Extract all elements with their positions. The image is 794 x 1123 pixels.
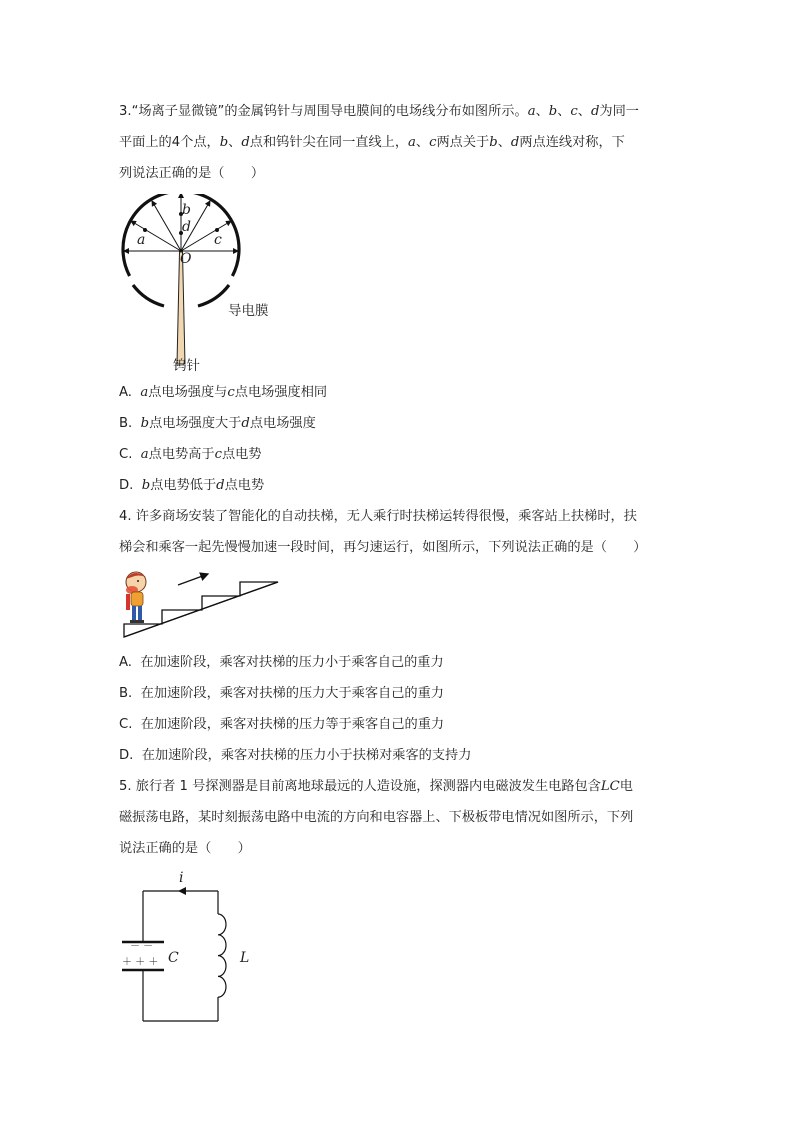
option-text: 在加速阶段，乘客对扶梯的压力小于乘客自己的重力 xyxy=(140,655,444,670)
option-text: 点电势高于 xyxy=(148,447,215,462)
label-O: O xyxy=(180,251,192,267)
option-text: 点电场强度大于 xyxy=(149,416,242,431)
q3-option-c xyxy=(119,446,262,464)
label-film: 导电膜 xyxy=(228,303,269,319)
sep: 、 xyxy=(535,104,549,119)
var-c: c xyxy=(570,104,578,119)
q3-text: 列说法正确的是（ ） xyxy=(119,166,265,181)
q5-text: 说法正确的是（ ） xyxy=(119,841,251,856)
q3-option-b xyxy=(119,415,316,433)
var-d: d xyxy=(241,135,250,150)
field-lines-diagram xyxy=(116,194,296,374)
q3-line-3 xyxy=(119,165,264,183)
q3-text: 两点关于 xyxy=(436,135,490,150)
q3-text: 点和钨针尖在同一直线上， xyxy=(249,135,409,150)
var-d: d xyxy=(590,104,600,119)
q3-option-a xyxy=(119,384,327,402)
q4-line-1 xyxy=(119,508,637,526)
option-label: B. xyxy=(119,686,133,701)
q5-line-2 xyxy=(119,809,633,827)
var-LC: LC xyxy=(600,779,620,794)
option-text: 点电场强度 xyxy=(249,416,316,431)
q4-text: 4. 许多商场安装了智能化的自动扶梯，无人乘行时扶梯运转得很慢，乘客站上扶梯时，扶 xyxy=(119,509,637,524)
q3-text: 平面上的4个点， xyxy=(119,135,220,150)
option-text: 点电势 xyxy=(224,478,265,493)
option-text: 在加速阶段，乘客对扶梯的压力小于扶梯对乘客的支持力 xyxy=(141,748,472,763)
field-ion-microscope-figure xyxy=(116,194,296,374)
q4-option-b xyxy=(119,685,444,703)
passenger-icon xyxy=(126,572,146,623)
var-a: a xyxy=(527,104,536,119)
var-c: c xyxy=(429,135,437,150)
q5-text: 磁振荡电路，某时刻振荡电路中电流的方向和电容器上、下极板带电情况如图所示，下列 xyxy=(119,810,634,825)
q4-text: 梯会和乘客一起先慢慢加速一段时间，再匀速运行，如图所示，下列说法正确的是（ ） xyxy=(119,540,647,555)
q3-option-d xyxy=(119,477,264,495)
option-label: C. xyxy=(119,447,133,462)
option-var: b xyxy=(141,478,151,493)
sep: 、 xyxy=(415,135,430,150)
option-text: 在加速阶段，乘客对扶梯的压力等于乘客自己的重力 xyxy=(140,717,445,732)
sep: 、 xyxy=(577,104,591,119)
q3-line-2 xyxy=(119,134,625,152)
var-b: b xyxy=(489,135,498,150)
label-L: L xyxy=(240,950,250,966)
inductor-coil xyxy=(218,914,226,997)
var-b: b xyxy=(548,104,558,119)
label-c: c xyxy=(214,232,222,248)
lc-circuit-figure xyxy=(112,868,272,1028)
q5-line-3 xyxy=(119,840,251,858)
q4-option-d xyxy=(119,747,471,765)
label-d: d xyxy=(182,219,191,235)
option-label: A. xyxy=(119,385,132,400)
option-label: D. xyxy=(119,748,134,763)
option-text: 在加速阶段，乘客对扶梯的压力大于乘客自己的重力 xyxy=(140,686,444,701)
option-var: a xyxy=(140,447,149,462)
q3-text: 为同一 xyxy=(599,104,639,119)
option-label: A. xyxy=(119,655,132,670)
var-b: b xyxy=(219,135,229,150)
label-a: a xyxy=(137,232,146,248)
escalator-diagram xyxy=(118,568,288,640)
var-a: a xyxy=(408,135,416,150)
top-plate-charges: － － xyxy=(130,941,154,952)
q4-line-2 xyxy=(119,539,647,557)
option-var: d xyxy=(216,478,225,493)
option-label: B. xyxy=(119,416,133,431)
q5-text: 电 xyxy=(619,779,633,794)
option-var: c xyxy=(227,385,235,400)
q4-option-c xyxy=(119,716,444,734)
option-text: 点电势 xyxy=(222,447,262,462)
label-i: i xyxy=(179,870,184,886)
sep: 、 xyxy=(557,104,571,119)
label-needle: 钨针 xyxy=(173,358,200,374)
option-label: C. xyxy=(119,717,133,732)
label-b: b xyxy=(182,202,191,218)
sep: 、 xyxy=(497,135,511,150)
q3-text: 两点连线对称，下 xyxy=(519,135,625,150)
direction-arrow xyxy=(178,574,208,585)
option-var: a xyxy=(140,385,149,400)
q4-option-a xyxy=(119,654,444,672)
option-text: 点电场强度相同 xyxy=(234,385,328,400)
option-text: 点电场强度与 xyxy=(148,385,228,400)
option-var: c xyxy=(214,447,222,462)
option-label: D. xyxy=(119,478,134,493)
q5-text: 5. 旅行者 1 号探测器是目前离地球最远的人造设施，探测器内电磁波发生电路包含 xyxy=(119,779,601,794)
option-var: b xyxy=(140,416,150,431)
label-C: C xyxy=(168,950,179,966)
current-arrow xyxy=(178,887,186,895)
option-var: d xyxy=(241,416,250,431)
option-text: 点电势低于 xyxy=(150,478,217,493)
sep: 、 xyxy=(228,135,242,150)
bottom-plate-charges: ＋ ＋ ＋ xyxy=(122,957,159,968)
q3-line-1 xyxy=(119,103,639,121)
var-d: d xyxy=(510,135,520,150)
q3-text: 3.“场离子显微镜”的金属钨针与周围导电膜间的电场线分布如图所示。 xyxy=(119,104,528,119)
q5-line-1 xyxy=(119,778,633,796)
escalator-figure xyxy=(118,568,288,640)
